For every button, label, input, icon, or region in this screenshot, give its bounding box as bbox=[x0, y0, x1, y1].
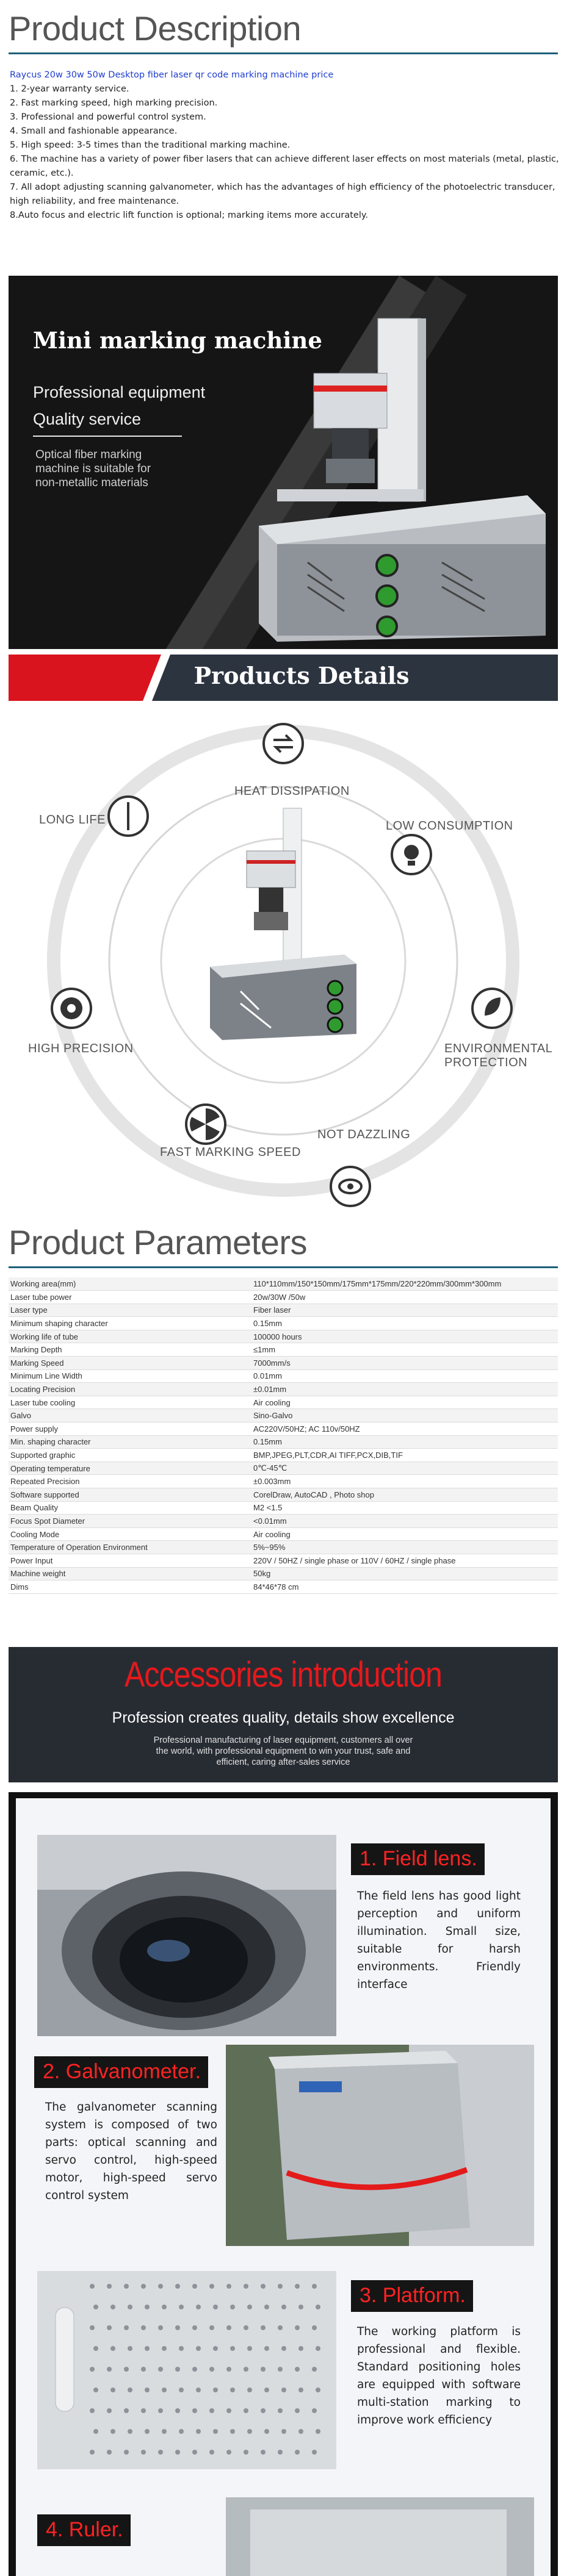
feature-environmental bbox=[444, 1042, 552, 1070]
platform-hole bbox=[281, 2429, 286, 2434]
platform-hole bbox=[141, 2367, 146, 2372]
platform-hole bbox=[90, 2450, 95, 2455]
platform-hole bbox=[264, 2346, 269, 2351]
platform-hole bbox=[230, 2429, 235, 2434]
platform-hole bbox=[162, 2346, 167, 2351]
platform-hole bbox=[278, 2325, 283, 2330]
platform-hole bbox=[209, 2367, 214, 2372]
description-list bbox=[10, 68, 559, 223]
parameter-key: Minimum Line Width bbox=[9, 1369, 251, 1383]
platform-hole bbox=[316, 2305, 320, 2309]
parameter-value: 110*110mm/150*150mm/175mm*175mm/220*220mm/300mm*300mm bbox=[251, 1277, 558, 1291]
platform-hole bbox=[261, 2284, 266, 2289]
parameter-value: M2 <1.5 bbox=[251, 1501, 558, 1515]
parameter-key: Locating Precision bbox=[9, 1383, 251, 1396]
platform-hole bbox=[209, 2408, 214, 2413]
description-title: Product Description bbox=[9, 9, 302, 48]
parameter-key: Power supply bbox=[9, 1423, 251, 1436]
parameter-key: Laser type bbox=[9, 1304, 251, 1317]
platform-hole bbox=[230, 2346, 235, 2351]
long-life-icon bbox=[109, 797, 148, 836]
parameter-row bbox=[9, 1383, 558, 1396]
parameter-key: Laser tube cooling bbox=[9, 1396, 251, 1409]
parameter-row bbox=[9, 1357, 558, 1370]
parameter-key: Focus Spot Diameter bbox=[9, 1515, 251, 1528]
platform-hole bbox=[316, 2346, 320, 2351]
feature-environmental-line1: ENVIRONMENTAL bbox=[444, 1042, 553, 1055]
parameter-value: 84*46*78 cm bbox=[251, 1580, 558, 1594]
parameter-key: Marking Speed bbox=[9, 1357, 251, 1370]
platform-hole bbox=[298, 2429, 303, 2434]
platform-hole bbox=[261, 2408, 266, 2413]
parameter-row bbox=[9, 1501, 558, 1515]
platform-hole bbox=[261, 2325, 266, 2330]
platform-hole bbox=[141, 2408, 146, 2413]
environmental-icon bbox=[472, 989, 512, 1028]
platform-hole bbox=[110, 2346, 115, 2351]
heat-dissipation-icon bbox=[264, 724, 303, 763]
ruler-photo bbox=[226, 2497, 534, 2576]
description-item: 6. The machine has a variety of power fiber lasers that can achieve different laser effects on most materials (metal, plastic, ceramic, etc.). bbox=[10, 154, 559, 178]
platform-hole bbox=[196, 2388, 201, 2392]
platform-hole bbox=[192, 2408, 197, 2413]
parameter-value: Sino-Galvo bbox=[251, 1409, 558, 1423]
accessories-description: Professional manufacturing of laser equipment, customers all over the world, with professional equipment to win your trust, safe and efficient, caring after-sales service bbox=[153, 1735, 413, 1767]
platform-photo bbox=[37, 2271, 336, 2469]
parameter-key: Laser tube power bbox=[9, 1291, 251, 1304]
accessory-text-platform: The working platform is professional and flexible. Standard positioning holes are equipped with software multi-station marking to improve work efficiency bbox=[357, 2325, 521, 2427]
description-item: 7. All adopt adjusting scanning galvanometer, which has the advantages of high efficiency of the photoelectric transducer, high reliability, and free maintenance. bbox=[10, 182, 555, 206]
parameter-row bbox=[9, 1317, 558, 1330]
description-item: 4. Small and fashionable appearance. bbox=[10, 126, 178, 136]
marking-machine-image bbox=[240, 294, 558, 642]
platform-hole bbox=[145, 2305, 150, 2309]
platform-hole bbox=[295, 2325, 300, 2330]
platform-hole bbox=[192, 2284, 197, 2289]
description-rule bbox=[9, 52, 558, 54]
platform-hole bbox=[312, 2408, 317, 2413]
parameter-key: Machine weight bbox=[9, 1567, 251, 1580]
parameter-row bbox=[9, 1330, 558, 1343]
description-item: 8.Auto focus and electric lift function is optional; marking items more accurately. bbox=[10, 210, 369, 220]
parameters-table-body bbox=[9, 1277, 558, 1593]
parameter-value: 0.01mm bbox=[251, 1369, 558, 1383]
feature-not-dazzling: NOT DAZZLING bbox=[317, 1128, 411, 1141]
description-item: 3. Professional and powerful control system. bbox=[10, 112, 206, 122]
hero-note: Optical fiber marking machine is suitable for non-metallic materials bbox=[35, 448, 151, 489]
platform-hole bbox=[90, 2284, 95, 2289]
feature-fast-marking-speed: FAST MARKING SPEED bbox=[160, 1146, 301, 1159]
hero-line-equipment: Professional equipment bbox=[33, 383, 206, 401]
platform-hole bbox=[295, 2450, 300, 2455]
feature-long-life: LONG LIFE bbox=[39, 813, 106, 827]
parameter-value: 0.15mm bbox=[251, 1435, 558, 1449]
platform-hole bbox=[226, 2450, 231, 2455]
platform-hole bbox=[213, 2388, 218, 2392]
parameter-value: Fiber laser bbox=[251, 1304, 558, 1317]
details-title: Products Details bbox=[193, 662, 410, 689]
parameter-key: Cooling Mode bbox=[9, 1527, 251, 1541]
platform-hole bbox=[278, 2408, 283, 2413]
platform-hole bbox=[175, 2284, 180, 2289]
description-lead: Raycus 20w 30w 50w Desktop fiber laser qr code marking machine price bbox=[10, 70, 334, 80]
platform-hole bbox=[244, 2325, 248, 2330]
accessory-label-platform: 3. Platform. bbox=[351, 2280, 473, 2312]
platform-hole bbox=[247, 2346, 252, 2351]
platform-hole bbox=[162, 2305, 167, 2309]
platform-hole bbox=[213, 2305, 218, 2309]
platform-hole bbox=[110, 2429, 115, 2434]
parameter-value: AC220V/50HZ; AC 110v/50HZ bbox=[251, 1423, 558, 1436]
parameter-key: Working area(mm) bbox=[9, 1277, 251, 1291]
low-consumption-icon bbox=[392, 835, 431, 874]
platform-hole bbox=[179, 2388, 184, 2392]
parameter-row bbox=[9, 1567, 558, 1580]
platform-hole bbox=[107, 2325, 112, 2330]
platform-hole bbox=[124, 2408, 129, 2413]
platform-hole bbox=[107, 2450, 112, 2455]
platform-hole bbox=[110, 2305, 115, 2309]
parameter-key: Marking Depth bbox=[9, 1343, 251, 1357]
parameter-value: 100000 hours bbox=[251, 1330, 558, 1343]
parameter-key: Beam Quality bbox=[9, 1501, 251, 1515]
parameters-rule bbox=[9, 1266, 558, 1268]
parameter-value: 5%~95% bbox=[251, 1541, 558, 1554]
parameter-row bbox=[9, 1369, 558, 1383]
parameter-row bbox=[9, 1515, 558, 1528]
platform-hole bbox=[244, 2450, 248, 2455]
accessories-title: Accessories introduction bbox=[124, 1655, 442, 1695]
platform-hole bbox=[93, 2388, 98, 2392]
platform-hole bbox=[175, 2408, 180, 2413]
platform-hole bbox=[107, 2367, 112, 2372]
frame-left bbox=[9, 1792, 16, 2576]
parameter-value: 20w/30W /50w bbox=[251, 1291, 558, 1304]
platform-hole bbox=[278, 2450, 283, 2455]
platform-hole bbox=[124, 2450, 129, 2455]
platform-hole bbox=[141, 2325, 146, 2330]
hero-banner bbox=[9, 276, 558, 649]
parameter-value: Air cooling bbox=[251, 1527, 558, 1541]
platform-hole bbox=[244, 2408, 248, 2413]
platform-hole bbox=[226, 2408, 231, 2413]
platform-hole bbox=[158, 2450, 163, 2455]
platform-hole bbox=[128, 2388, 132, 2392]
parameter-value: ±0.003mm bbox=[251, 1475, 558, 1488]
parameter-key: Minimum shaping character bbox=[9, 1317, 251, 1330]
platform-hole bbox=[312, 2284, 317, 2289]
platform-hole bbox=[107, 2284, 112, 2289]
platform-hole bbox=[192, 2367, 197, 2372]
platform-hole bbox=[312, 2367, 317, 2372]
platform-hole bbox=[213, 2346, 218, 2351]
parameters-table bbox=[9, 1277, 558, 1594]
hero-line-service: Quality service bbox=[33, 410, 142, 428]
platform-hole bbox=[261, 2450, 266, 2455]
platform-hole bbox=[110, 2388, 115, 2392]
platform-hole bbox=[213, 2429, 218, 2434]
fast-speed-icon bbox=[186, 1105, 225, 1144]
platform-hole bbox=[295, 2408, 300, 2413]
parameter-value: BMP,JPEG,PLT,CDR,AI TIFF,PCX,DIB,TIF bbox=[251, 1449, 558, 1462]
feature-low-consumption: LOW CONSUMPTION bbox=[386, 819, 513, 833]
parameter-row bbox=[9, 1488, 558, 1502]
parameter-value: ≤1mm bbox=[251, 1343, 558, 1357]
parameter-row bbox=[9, 1541, 558, 1554]
platform-hole bbox=[298, 2388, 303, 2392]
platform-hole bbox=[196, 2305, 201, 2309]
platform-hole bbox=[128, 2305, 132, 2309]
parameter-value: 7000mm/s bbox=[251, 1357, 558, 1370]
platform-hole bbox=[244, 2367, 248, 2372]
platform-hole bbox=[298, 2346, 303, 2351]
parameter-key: Working life of tube bbox=[9, 1330, 251, 1343]
platform-hole bbox=[247, 2388, 252, 2392]
platform-hole bbox=[209, 2284, 214, 2289]
feature-high-precision: HIGH PRECISION bbox=[28, 1042, 134, 1055]
platform-hole bbox=[264, 2388, 269, 2392]
platform-hole bbox=[175, 2325, 180, 2330]
parameter-row bbox=[9, 1343, 558, 1357]
hero-title: Mini marking machine bbox=[33, 327, 322, 354]
parameter-row bbox=[9, 1449, 558, 1462]
platform-hole bbox=[226, 2367, 231, 2372]
platform-hole bbox=[145, 2429, 150, 2434]
parameter-value: 220V / 50HZ / single phase or 110V / 60HZ / single phase bbox=[251, 1554, 558, 1567]
parameter-value: 0℃-45℃ bbox=[251, 1462, 558, 1475]
platform-hole bbox=[247, 2305, 252, 2309]
frame-right bbox=[551, 1792, 558, 2576]
parameter-key: Dims bbox=[9, 1580, 251, 1594]
platform-hole bbox=[124, 2367, 129, 2372]
platform-hole bbox=[196, 2429, 201, 2434]
parameter-row bbox=[9, 1554, 558, 1567]
parameter-row bbox=[9, 1580, 558, 1594]
platform-hole bbox=[158, 2367, 163, 2372]
platform-hole bbox=[158, 2408, 163, 2413]
platform-hole bbox=[90, 2325, 95, 2330]
parameter-row bbox=[9, 1527, 558, 1541]
platform-hole bbox=[230, 2305, 235, 2309]
platform-hole bbox=[162, 2429, 167, 2434]
parameter-value: Air cooling bbox=[251, 1396, 558, 1409]
parameter-value: ±0.01mm bbox=[251, 1383, 558, 1396]
accessories-subtitle: Profession creates quality, details show excellence bbox=[112, 1709, 455, 1726]
parameter-key: Operating temperature bbox=[9, 1462, 251, 1475]
platform-hole bbox=[158, 2284, 163, 2289]
platform-hole bbox=[209, 2325, 214, 2330]
platform-hole bbox=[141, 2284, 146, 2289]
accessories-body bbox=[9, 1792, 558, 2576]
platform-hole bbox=[316, 2429, 320, 2434]
accessories-header bbox=[9, 1647, 558, 1782]
parameter-row bbox=[9, 1277, 558, 1291]
parameter-row bbox=[9, 1291, 558, 1304]
parameter-value: CorelDraw, AutoCAD , Photo shop bbox=[251, 1488, 558, 1502]
accessory-text-galvanometer: The galvanometer scanning system is composed of two parts: optical scanning and servo control, high-speed motor, high-speed servo control system bbox=[45, 2101, 217, 2202]
platform-hole bbox=[179, 2346, 184, 2351]
parameter-row bbox=[9, 1396, 558, 1409]
platform-hole bbox=[281, 2388, 286, 2392]
platform-hole bbox=[316, 2388, 320, 2392]
parameter-row bbox=[9, 1409, 558, 1423]
platform-hole bbox=[244, 2284, 248, 2289]
platform-hole bbox=[145, 2346, 150, 2351]
platform-hole bbox=[312, 2325, 317, 2330]
platform-hole bbox=[226, 2325, 231, 2330]
parameter-key: Repeated Precision bbox=[9, 1475, 251, 1488]
parameter-value: 0.15mm bbox=[251, 1317, 558, 1330]
high-precision-icon bbox=[52, 989, 91, 1028]
parameter-value: 50kg bbox=[251, 1567, 558, 1580]
platform-hole bbox=[230, 2388, 235, 2392]
platform-hole bbox=[124, 2325, 129, 2330]
frame-top bbox=[9, 1792, 558, 1798]
parameter-row bbox=[9, 1304, 558, 1317]
platform-hole bbox=[90, 2408, 95, 2413]
parameter-key: Supported graphic bbox=[9, 1449, 251, 1462]
platform-hole bbox=[192, 2325, 197, 2330]
parameter-key: Galvo bbox=[9, 1409, 251, 1423]
platform-hole bbox=[158, 2325, 163, 2330]
platform-hole bbox=[93, 2346, 98, 2351]
platform-hole bbox=[264, 2429, 269, 2434]
feature-environmental-line2: PROTECTION bbox=[444, 1056, 528, 1069]
accessory-label-field-lens: 1. Field lens. bbox=[351, 1843, 485, 1875]
platform-hole bbox=[93, 2429, 98, 2434]
platform-hole bbox=[192, 2450, 197, 2455]
description-item: 1. 2-year warranty service. bbox=[10, 84, 129, 94]
hero-divider bbox=[33, 436, 182, 437]
platform-hole bbox=[281, 2346, 286, 2351]
feature-heat-dissipation: HEAT DISSIPATION bbox=[234, 784, 350, 798]
platform-hole bbox=[141, 2450, 146, 2455]
platform-hole bbox=[145, 2388, 150, 2392]
platform-hole bbox=[312, 2450, 317, 2455]
platform-hole bbox=[295, 2284, 300, 2289]
platform-hole bbox=[128, 2346, 132, 2351]
accessory-label-ruler: 4. Ruler. bbox=[37, 2514, 131, 2546]
parameter-row bbox=[9, 1435, 558, 1449]
platform-hole bbox=[124, 2284, 129, 2289]
platform-hole bbox=[278, 2367, 283, 2372]
parameter-key: Min. shaping character bbox=[9, 1435, 251, 1449]
platform-hole bbox=[175, 2367, 180, 2372]
field-lens-photo bbox=[37, 1835, 336, 2036]
parameters-title: Product Parameters bbox=[9, 1223, 307, 1261]
platform-hole bbox=[90, 2367, 95, 2372]
parameter-value: <0.01mm bbox=[251, 1515, 558, 1528]
parameter-key: Power Input bbox=[9, 1554, 251, 1567]
accessories-inner bbox=[16, 1798, 551, 2576]
platform-hole bbox=[298, 2305, 303, 2309]
not-dazzling-icon bbox=[331, 1167, 370, 1206]
platform-hole bbox=[209, 2450, 214, 2455]
description-item: 5. High speed: 3-5 times than the traditional marking machine. bbox=[10, 140, 291, 150]
platform-hole bbox=[247, 2429, 252, 2434]
platform-hole bbox=[278, 2284, 283, 2289]
platform-hole bbox=[281, 2305, 286, 2309]
accessory-label-galvanometer: 2. Galvanometer. bbox=[34, 2056, 208, 2088]
galvanometer-photo bbox=[226, 2045, 534, 2246]
accessory-text-field-lens: The field lens has good light perception and uniform illumination. Small size, suitable for harsh environments. Friendly interface bbox=[357, 1890, 521, 1991]
platform-hole bbox=[261, 2367, 266, 2372]
platform-hole bbox=[162, 2388, 167, 2392]
platform-hole bbox=[179, 2305, 184, 2309]
platform-hole bbox=[264, 2305, 269, 2309]
parameter-row bbox=[9, 1462, 558, 1475]
parameter-row bbox=[9, 1475, 558, 1488]
platform-hole bbox=[226, 2284, 231, 2289]
platform-hole bbox=[93, 2305, 98, 2309]
parameter-key: Temperature of Operation Environment bbox=[9, 1541, 251, 1554]
parameter-row bbox=[9, 1423, 558, 1436]
parameter-key: Software supported bbox=[9, 1488, 251, 1502]
platform-hole bbox=[179, 2429, 184, 2434]
platform-hole bbox=[196, 2346, 201, 2351]
platform-hole bbox=[128, 2429, 132, 2434]
platform-hole bbox=[107, 2408, 112, 2413]
platform-hole bbox=[295, 2367, 300, 2372]
platform-hole bbox=[175, 2450, 180, 2455]
description-item: 2. Fast marking speed, high marking precision. bbox=[10, 98, 218, 108]
